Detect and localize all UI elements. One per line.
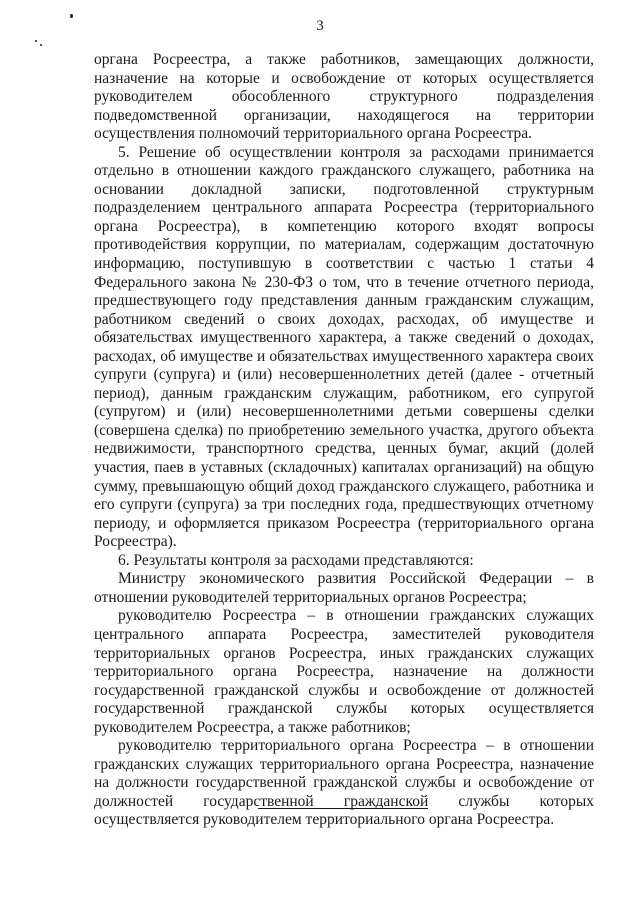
paragraph-minister: Министру экономического развития Российской Федерации – в отношении руководителей территориальных органов Росреестра; [94,570,594,606]
end-separator-line [258,808,428,809]
page-number: 3 [316,18,324,34]
document-body [94,51,594,830]
paragraph-item-6: 6. Результаты контроля за расходами представляются: [118,551,474,569]
paragraph-head-territorial: руководителю территориального органа Росреестра – в отношении гражданских служащих территориального органа Росреестра, назначение на должности государственной гражданской службы и освобождение от должностей государственной гражданской службы которых осуществляется руководителем территориального органа Росреестра. [94,737,594,829]
paragraph-head-rosreestr: руководителю Росреестра – в отношении гражданских служащих центрального аппарата Росреестра, заместителей руководителя территориальных органов Росреестра, иных гражданских служащих территориального органа Росреестра, назначение на должности государственной гражданской службы и освобождение от должностей государственной гражданской службы которых осуществляется руководителем Росреестра, а также работников; [94,607,594,736]
scan-speck [40,44,42,46]
paragraph-continuation: органа Росреестра, а также работников, замещающих должности, назначение на которые и освобождение от которых осуществляется руководителем обособленного структурного подразделения подведомственной организации, находящегося на территории осуществления полномочий территориального органа Росреестра. [94,51,594,143]
scan-speck [35,40,37,42]
paragraph-item-5: 5. Решение об осуществлении контроля за расходами принимается отдельно в отношении каждого гражданского служащего, работника на основании докладной записки, подготовленной структурным подразделением центрального аппарата Росреестра (территориального органа Росреестра), в компетенцию которого входят вопросы противодействия коррупции, по материалам, содержащим достаточную информацию, поступившую в соответствии с частью 1 статьи 4 Федерального закона № 230-ФЗ о том, что в течение отчетного периода, предшествующего году представления данным гражданским служащим, работником сведений о своих доходах, расходах, об имуществе и обязательствах имущественного характера, а также сведений о доходах, расходах, об имуществе и обязательствах имущественного характера своих супруги (супруга) и (или) несовершеннолетних детей (далее - отчетный период), данным гражданским служащим, работником, его супругой (супругом) и (или) несовершеннолетними детьми совершены сделки (совершена сделка) по приобретению земельного участка, другого объекта недвижимости, транспортного средства, ценных бумаг, акций (долей участия, паев в уставных (складочных) капиталах организаций) на общую сумму, превышающую общий доход гражданского служащего, работника и его супруги (супруга) за три последних года, предшествующих отчетному периоду, и оформляется приказом Росреестра (территориального органа Росреестра). [94,143,594,551]
